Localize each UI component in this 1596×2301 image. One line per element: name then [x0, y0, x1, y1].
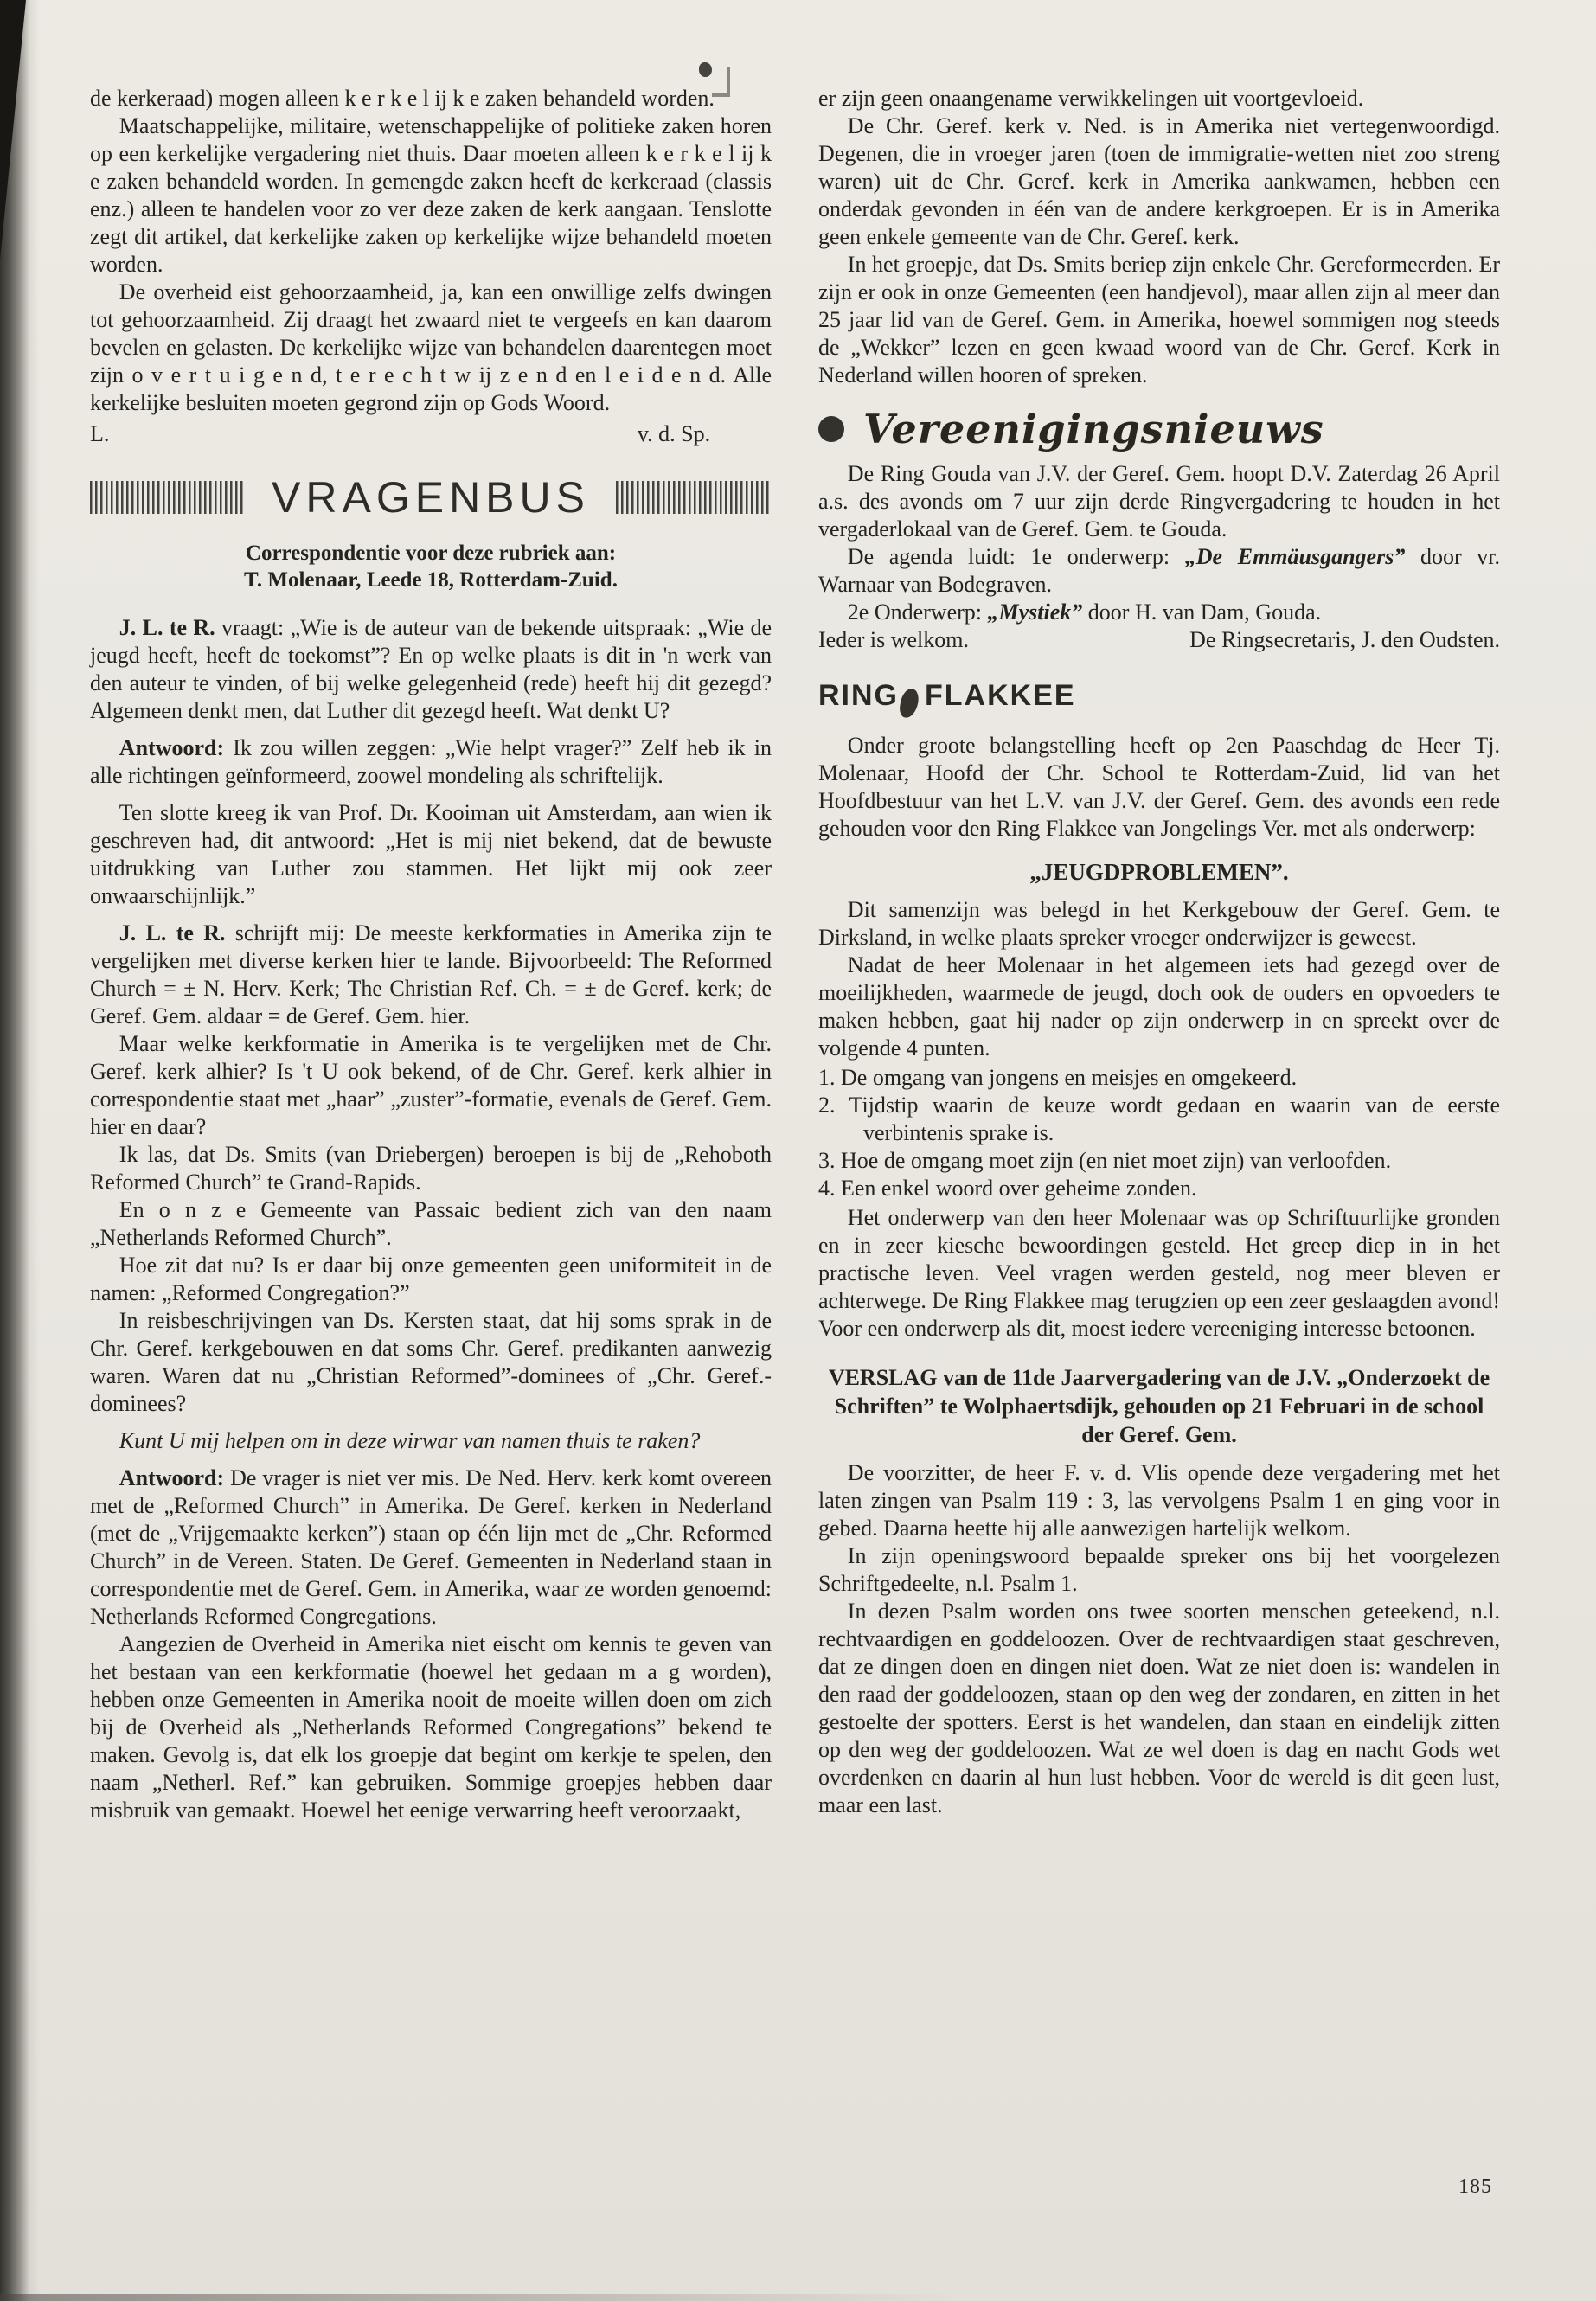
- ring-flakkee-title-word: RING: [818, 679, 899, 712]
- list-item: [818, 1175, 1500, 1202]
- question-1-text: vraagt: „Wie is de auteur van de bekende uitspraak: „Wie de jeugd heeft, heeft de toekomst”? En op welke plaats is dit in 'n werk van den auteur te vinden, of bij welke gelegenheid (rede) heeft hij dit gezegd? Algemeen denkt men, dat Luther dit gezegd heeft. Wat denkt U?: [90, 615, 772, 723]
- verslag-heading: VERSLAG van de 11de Jaarvergadering van de J.V. „Onderzoekt de Schriften” te Wolphaertsdijk, gehouden op 21 Februari in de school der Geref. Gem.: [828, 1365, 1490, 1447]
- question-2: [90, 920, 772, 1030]
- question-2-paragraph: Ik las, dat Ds. Smits (van Driebergen) beroepen is bij de „Rehoboth Reformed Church” te Grand-Rapids.: [90, 1142, 772, 1195]
- vereenigingsnieuws-title: Vereenigingsnieuws: [863, 406, 1324, 452]
- question-2-paragraph: Maar welke kerkformatie in Amerika is te vergelijken met de Chr. Geref. kerk alhier? Is 't U ook bekend, of de Chr. Geref. kerk alhier in correspondentie staat met „haar” „zuster”-formatie, evenals de Geref. Gem. hier en daar?: [90, 1031, 772, 1139]
- continuation-paragraph: In het groepje, dat Ds. Smits beriep zijn enkele Chr. Gereformeerden. Er zijn er ook in onze Gemeenten (een handjevol), maar allen zijn al meer dan 25 jaar lid van de Geref. Gem. in Amerika, hoewel sommigen nog steeds de „Wekker” lezen en geen kwaad woord van de Chr. Geref. Kerk in Nederland willen hooren of spreken.: [818, 252, 1500, 388]
- stripe-ornament-right: [616, 481, 772, 514]
- answer-2-text: De vrager is niet ver mis. De Ned. Herv. kerk komt overeen met de „Reformed Church” in Amerika. De Geref. kerken in Nederland (met de „Vrijgemaakte kerken”) staan op één lijn met de „Chr. Reformed Church” in de Vereen. Staten. De Geref. Gemeenten in Nederland staan in correspondentie met de Geref. Gem. in Amerika, waar ze worden genoemd: Netherlands Reformed Congregations.: [90, 1465, 772, 1629]
- article-paragraph: de kerkeraad) mogen alleen k e r k e l ij k e zaken behandeld worden.: [90, 86, 715, 111]
- question-2-paragraph: En o n z e Gemeente van Passaic bedient zich van den naam „Netherlands Reformed Church”.: [90, 1197, 772, 1250]
- continuation-paragraph: De Chr. Geref. kerk v. Ned. is in Amerika niet vertegenwoordigd. Degenen, die in vroeger jaren (toen de immigratie-wetten niet zoo streng waren) uit de Chr. Geref. kerk in Amerika aankwamen, hebben een onderdak gevonden in één van de andere kerkgroepen. Er is in Amerika geen enkele gemeente van de Chr. Geref. kerk.: [818, 113, 1500, 249]
- correspondence-intro: Correspondentie voor deze rubriek aan:: [245, 542, 617, 565]
- page-number: 185: [1458, 2176, 1492, 2198]
- question-2-label: J. L. te R.: [119, 920, 226, 945]
- list-item: [818, 1064, 1500, 1092]
- list-item-text: Tijdstip waarin de keuze wordt gedaan en waarin van de eerste verbintenis sprake is.: [849, 1093, 1501, 1145]
- vereenigingsnieuws-section: [818, 406, 1500, 654]
- vragenbus-header: [90, 473, 772, 522]
- ink-blot-artifact: [898, 688, 920, 720]
- verslag-paragraph: In dezen Psalm worden ons twee soorten menschen geteekend, n.l. rechtvaardigen en goddeloozen. Over de rechtvaardigen staat geschreven, dat ze dingen doen en dingen niet doen. Wat ze niet doen is: wandelen in den raad der goddeloozen, staan op den weg der zondaren, en zitten in het gestoelte der spotters. Eerst is het wandelen, dan staan en eindelijk zitten op den weg der goddeloozen. Wat ze wel doen is dag en nacht Gods wet overdenken en daarin al hun lust hebben. Voor de wereld is dit geen lust, maar een last.: [818, 1599, 1500, 1817]
- jeugdproblemen-subtitle: „JEUGDPROBLEMEN”.: [1029, 859, 1289, 885]
- list-item: [818, 1147, 1500, 1175]
- bullet-ornament-icon: [818, 416, 844, 442]
- ring-flakkee-title: [818, 679, 1500, 718]
- question-1-label: J. L. te R.: [119, 615, 215, 640]
- answer-2-label: Antwoord:: [119, 1465, 225, 1490]
- question-2-paragraph: Hoe zit dat nu? Is er daar bij onze gemeenten geen uniformiteit in de namen: „Reformed Congregation?”: [90, 1253, 772, 1305]
- agenda-item-2: [818, 599, 1500, 626]
- agenda-topic-2: „Mystiek”: [987, 599, 1083, 625]
- agenda-text: De agenda luidt: 1e onderwerp:: [847, 544, 1185, 569]
- question-2-closing: Kunt U mij helpen om in deze wirwar van namen thuis te raken?: [119, 1428, 701, 1453]
- list-item-number: 1.: [818, 1065, 836, 1090]
- signature-row: [90, 420, 772, 448]
- corner-shadow: [0, 0, 26, 260]
- ring-flakkee-paragraph: Het onderwerp van den heer Molenaar was op Schriftuurlijke gronden en in zeer kiesche bewoordingen gesteld. Het greep diep in in het practische leven. Veel vragen werden gesteld, nog meer bleven er achterwege. De Ring Flakkee mag terugzien op een zeer geslaagden avond! Voor een onderwerp als dit, moest iedere vereeniging interesse betoonen.: [818, 1205, 1500, 1341]
- list-item: [818, 1092, 1500, 1147]
- list-item-number: 2.: [818, 1093, 836, 1118]
- vragenbus-section: [90, 473, 772, 1824]
- answer-2: [90, 1465, 772, 1631]
- verslag-paragraph: In zijn openingswoord bepaalde spreker ons bij het voorgelezen Schriftgedeelte, n.l. Psalm 1.: [818, 1543, 1500, 1596]
- signature-initial: L.: [90, 421, 110, 446]
- welcome-secretary-row: [818, 626, 1500, 654]
- correspondence-name: T. Molenaar, Leede 18, Rotterdam-Zuid.: [244, 568, 618, 592]
- discussion-points-list: [818, 1064, 1500, 1202]
- welcome-text: Ieder is welkom.: [818, 627, 970, 652]
- agenda-text: 2e Onderwerp:: [847, 599, 988, 625]
- answer-1-text: Ik zou willen zeggen: „Wie helpt vrager?” Zelf heb ik in alle richtingen geïnformeerd, zoowel mondeling als schriftelijk.: [90, 735, 772, 788]
- article-continuation: [818, 85, 1500, 389]
- list-item-number: 4.: [818, 1176, 836, 1201]
- answer-2-paragraph: Aangezien de Overheid in Amerika niet eischt om kennis te geven van het bestaan van een kerkformatie (hoewel het gedaan m a g worden), hebben onze Gemeenten in Amerika nooit de moeite willen doen om zich bij de Overheid als „Netherlands Reformed Congregations” bekend te maken. Gevolg is, dat elk los groepje dat begint om kerkje te spelen, den naam „Netherl. Ref.” kan gebruiken. Sommige groepjes hebben daar misbruik van gemaakt. Hoewel het eenige verwarring heeft veroorzaakt,: [90, 1631, 772, 1823]
- question-1: [90, 614, 772, 725]
- answer-1: [90, 734, 772, 790]
- question-2-paragraph: In reisbeschrijvingen van Ds. Kersten staat, dat hij soms sprak in de Chr. Geref. kerkgebouwen en dat soms Chr. Geref. predikanten aanwezig waren. Waren dat nu „Christian Reformed”-dominees of „Chr. Geref.-dominees?: [90, 1308, 772, 1416]
- ring-flakkee-paragraph: Onder groote belangstelling heeft op 2en Paaschdag de Heer Tj. Molenaar, Hoofd der Chr. School te Rotterdam-Zuid, lid van het Hoofdbestuur van het L.V. van J.V. der Geref. Gem. des avonds een rede gehouden voor den Ring Flakkee van Jongelings Ver. met als onderwerp:: [818, 733, 1500, 841]
- bottom-edge-shadow: [0, 2294, 958, 2301]
- agenda-text: door H. van Dam, Gouda.: [1082, 599, 1322, 625]
- ring-flakkee-section: [818, 679, 1501, 1343]
- binding-shadow: [0, 0, 40, 2301]
- ring-flakkee-paragraph: Nadat de heer Molenaar in het algemeen iets had gezegd over de moeilijkheden, waarmede de jeugd, doch ook de ouders en opvoeders te maken hebben, gaat hij nader op zijn onderwerp in en spreekt over de volgende 4 punten.: [818, 952, 1500, 1061]
- vragenbus-title: VRAGENBUS: [272, 473, 590, 522]
- list-item-text: Hoe de omgang moet zijn (en niet moet zijn) van verloofden.: [841, 1148, 1392, 1173]
- list-item-text: Een enkel woord over geheime zonden.: [841, 1176, 1197, 1201]
- secretary-text: De Ringsecretaris, J. den Oudsten.: [1189, 627, 1500, 652]
- agenda-topic-1: „De Emmäusgangers”: [1184, 544, 1406, 569]
- ring-flakkee-paragraph: Dit samenzijn was belegd in het Kerkgebouw der Geref. Gem. te Dirksland, in welke plaats spreker vroeger onderwijzer is geweest.: [818, 897, 1500, 950]
- right-column: [818, 85, 1500, 1824]
- left-column: [90, 85, 772, 1824]
- vereenigingsnieuws-header: [818, 406, 1500, 452]
- answer-1-paragraph: Ten slotte kreeg ik van Prof. Dr. Kooiman uit Amsterdam, aan wien ik geschreven had, dit antwoord: „Het is mij niet bekend, dat de bewuste uitdrukking van Luther zou stammen. Het lijkt mij ook zeer onwaarschijnlijk.”: [90, 800, 772, 908]
- article-paragraph: De overheid eist gehoorzaamheid, ja, kan een onwillige zelfs dwingen tot gehoorzaamheid. Zij draagt het zwaard niet te vergeefs en kan daarom bevelen en gelasten. De kerkelijke wijze van behandelen daarentegen moet zijn o v e r t u i g e n d, t e r e c h t w ij z e n d en l e i d e n d. Alle kerkelijke besluiten moeten gegrond zijn op Gods Woord.: [90, 279, 772, 415]
- page-content: [90, 85, 1500, 1824]
- article-paragraph: Maatschappelijke, militaire, wetenschappelijke of politieke zaken horen op een kerkelijke vergadering niet thuis. Daar moeten alleen k e r k e l ij k e zaken behandeld worden. In gemengde zaken heeft de kerkeraad (classis enz.) alleen te handelen voor zo ver deze zaken de kerk aangaan. Tenslotte zegt dit artikel, dat kerkelijke zaken op kerkelijke wijze behandeld moeten worden.: [90, 113, 772, 277]
- agenda-text: door vr. Warnaar van Bodegraven.: [818, 544, 1500, 597]
- ring-gouda-paragraph: De Ring Gouda van J.V. der Geref. Gem. hoopt D.V. Zaterdag 26 April a.s. des avonds om 7 uur zijn derde Ringvergadering te houden in het vergaderlokaal van de Geref. Gem. te Gouda.: [818, 461, 1500, 542]
- continuation-paragraph: er zijn geen onaangename verwikkelingen uit voortgevloeid.: [818, 86, 1364, 111]
- signature-author: v. d. Sp.: [637, 421, 711, 446]
- correspondence-address: [90, 540, 772, 593]
- agenda-paragraph: [818, 543, 1500, 599]
- article-kerkelijke-zaken: [90, 85, 772, 448]
- stripe-ornament-left: [90, 481, 246, 514]
- question-2-text: schrijft mij: De meeste kerkformaties in Amerika zijn te vergelijken met diverse kerken hier te lande. Bijvoorbeeld: The Reformed Church = ± N. Herv. Kerk; The Christian Ref. Ch. = ± de Geref. kerk; de Geref. Gem. aldaar = de Geref. Gem. hier.: [90, 920, 772, 1029]
- ring-flakkee-title-word: FLAKKEE: [925, 679, 1076, 712]
- list-item-text: De omgang van jongens en meisjes en omgekeerd.: [841, 1065, 1298, 1090]
- list-item-number: 3.: [818, 1148, 836, 1173]
- verslag-section: [818, 1363, 1500, 1819]
- answer-1-label: Antwoord:: [119, 735, 225, 760]
- verslag-paragraph: De voorzitter, de heer F. v. d. Vlis opende deze vergadering met het laten zingen van Psalm 119 : 3, las vervolgens Psalm 1 en ging voor in gebed. Daarna heette hij alle aanwezigen hartelijk welkom.: [818, 1460, 1500, 1541]
